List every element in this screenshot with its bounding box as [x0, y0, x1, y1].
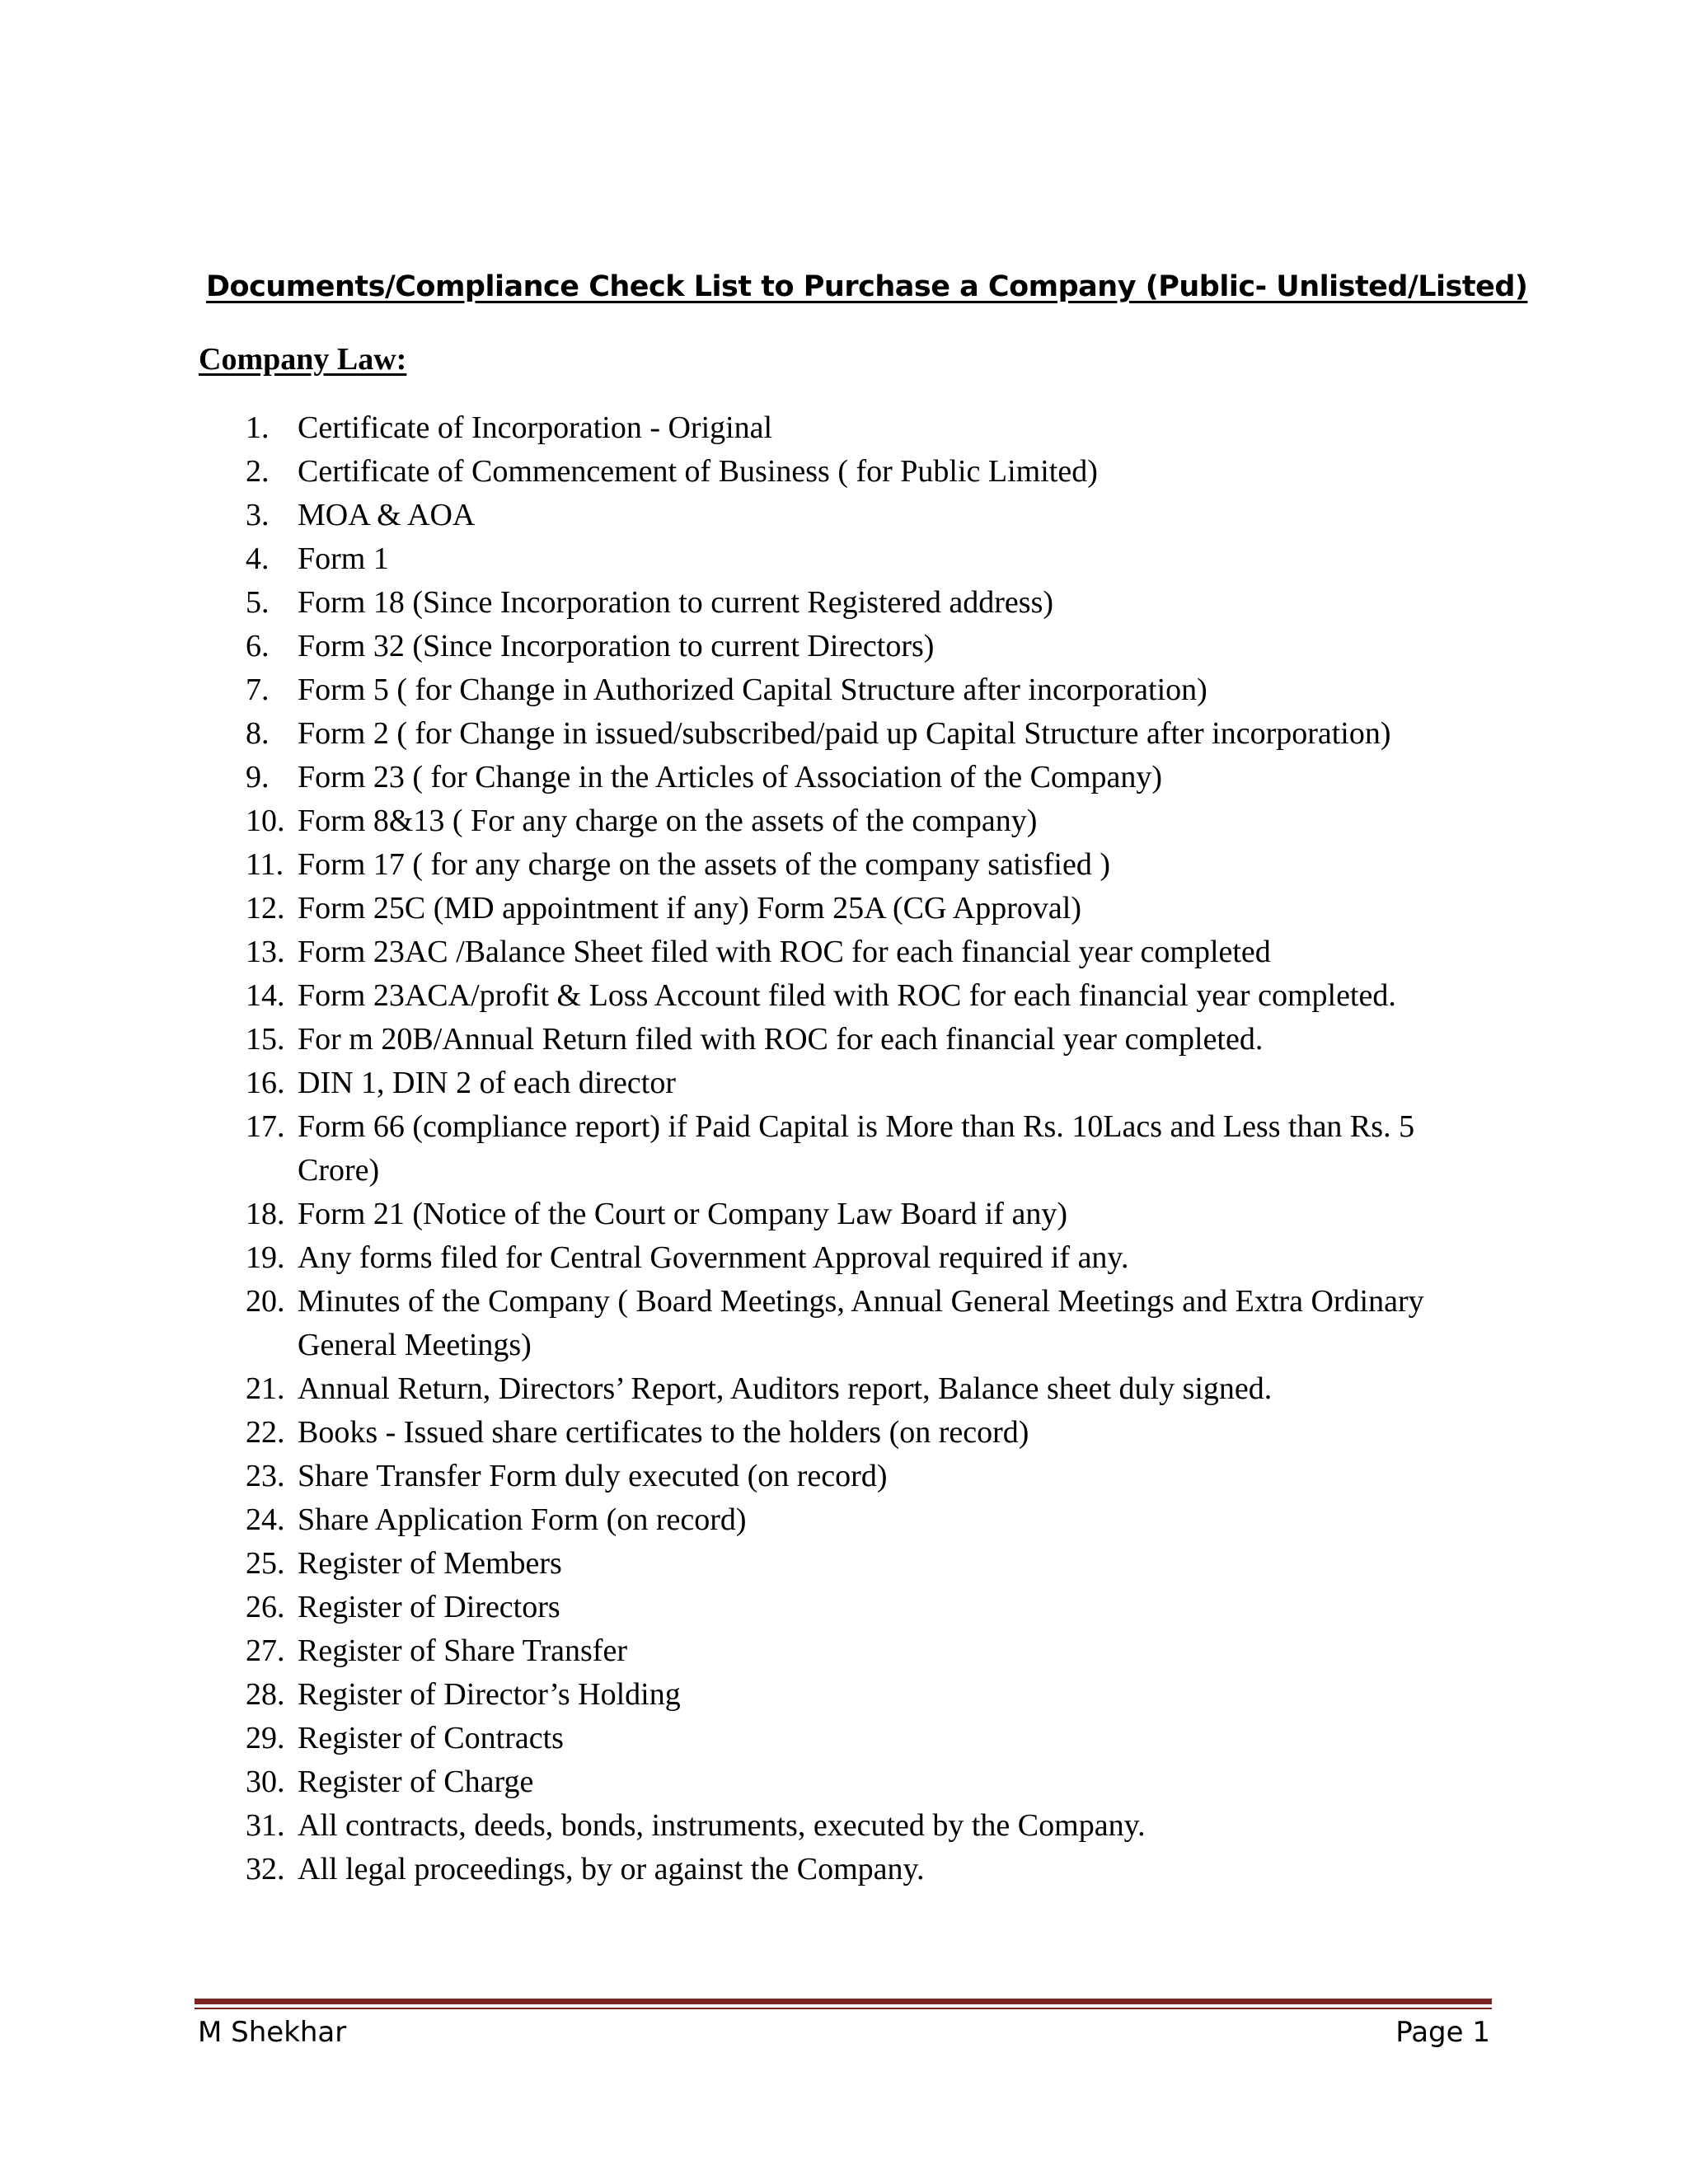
- list-item: [246, 1717, 1498, 1760]
- item-text: Share Transfer Form duly executed (on record): [298, 1459, 888, 1493]
- item-number: 29.: [246, 1721, 285, 1755]
- list-item: [246, 843, 1498, 887]
- item-text: Register of Charge: [298, 1765, 534, 1799]
- list-item: [246, 537, 1498, 581]
- item-text: Minutes of the Company ( Board Meetings, Annual General Meetings and Extra Ordinary General Meetings): [298, 1284, 1424, 1362]
- item-number: 12.: [246, 891, 285, 926]
- item-number: 5.: [246, 585, 270, 620]
- item-text: Form 17 ( for any charge on the assets of the company satisfied ): [298, 847, 1110, 882]
- item-number: 28.: [246, 1677, 285, 1712]
- item-text: Register of Members: [298, 1546, 562, 1581]
- list-item: [246, 450, 1498, 494]
- item-number: 22.: [246, 1415, 285, 1450]
- item-text: Share Application Form (on record): [298, 1502, 747, 1537]
- list-item: [246, 1586, 1498, 1629]
- item-number: 31.: [246, 1808, 285, 1843]
- item-text: DIN 1, DIN 2 of each director: [298, 1066, 676, 1100]
- section-heading-company-law: Company Law:: [199, 342, 407, 377]
- list-item: [246, 1673, 1498, 1717]
- item-text: Any forms filed for Central Government Approval required if any.: [298, 1240, 1129, 1275]
- item-number: 3.: [246, 498, 270, 532]
- list-item: [246, 625, 1498, 668]
- item-text: Form 21 (Notice of the Court or Company Law Board if any): [298, 1197, 1067, 1231]
- list-item: [246, 1455, 1498, 1498]
- list-item: [246, 974, 1498, 1018]
- item-text: Certificate of Commencement of Business ( for Public Limited): [298, 454, 1098, 489]
- item-text: Form 2 ( for Change in issued/subscribed/paid up Capital Structure after incorporation): [298, 716, 1391, 751]
- item-number: 25.: [246, 1546, 285, 1581]
- item-text: Form 23AC /Balance Sheet filed with ROC for each financial year completed: [298, 935, 1271, 969]
- page-title: Documents/Compliance Check List to Purchase a Company (Public- Unlisted/Listed): [206, 270, 1528, 303]
- list-item: [246, 887, 1498, 930]
- item-text: Books - Issued share certificates to the holders (on record): [298, 1415, 1029, 1450]
- list-item: [246, 1280, 1498, 1367]
- item-number: 16.: [246, 1066, 285, 1100]
- item-text: Form 66 (compliance report) if Paid Capital is More than Rs. 10Lacs and Less than Rs. 5 Crore): [298, 1109, 1415, 1188]
- item-number: 21.: [246, 1371, 285, 1406]
- list-item: [246, 581, 1498, 625]
- list-item: [246, 1236, 1498, 1280]
- list-item: [246, 1062, 1498, 1105]
- item-number: 19.: [246, 1240, 285, 1275]
- item-text: Form 23ACA/profit & Loss Account filed with ROC for each financial year completed.: [298, 978, 1396, 1013]
- footer-divider: [195, 1999, 1492, 2004]
- item-number: 10.: [246, 804, 285, 838]
- list-item: [246, 1498, 1498, 1542]
- list-item: [246, 668, 1498, 712]
- item-text: MOA & AOA: [298, 498, 476, 532]
- item-number: 6.: [246, 629, 270, 663]
- list-item: [246, 494, 1498, 537]
- item-text: Form 18 (Since Incorporation to current Registered address): [298, 585, 1054, 620]
- item-number: 30.: [246, 1765, 285, 1799]
- item-number: 17.: [246, 1109, 285, 1144]
- footer-divider-thin: [195, 2008, 1492, 2009]
- item-text: Form 25C (MD appointment if any) Form 25A (CG Approval): [298, 891, 1081, 926]
- item-text: Register of Directors: [298, 1590, 560, 1624]
- item-number: 14.: [246, 978, 285, 1013]
- item-text: Register of Contracts: [298, 1721, 564, 1755]
- item-number: 8.: [246, 716, 270, 751]
- item-text: Form 5 ( for Change in Authorized Capital Structure after incorporation): [298, 673, 1207, 707]
- item-number: 13.: [246, 935, 285, 969]
- item-number: 23.: [246, 1459, 285, 1493]
- list-item: [246, 1542, 1498, 1586]
- item-number: 20.: [246, 1284, 285, 1319]
- list-item: [246, 799, 1498, 843]
- list-item: [246, 1804, 1498, 1848]
- item-number: 32.: [246, 1852, 285, 1886]
- item-text: All legal proceedings, by or against the Company.: [298, 1852, 925, 1886]
- item-number: 15.: [246, 1022, 285, 1057]
- item-text: Certificate of Incorporation - Original: [298, 410, 773, 445]
- list-item: [246, 1018, 1498, 1062]
- item-text: Form 8&13 ( For any charge on the assets of the company): [298, 804, 1038, 838]
- item-number: 11.: [246, 847, 284, 882]
- list-item: [246, 712, 1498, 756]
- page-number: Page 1: [1395, 2016, 1490, 2049]
- list-item: [246, 1411, 1498, 1455]
- item-text: Form 23 ( for Change in the Articles of Association of the Company): [298, 760, 1163, 794]
- item-text: For m 20B/Annual Return filed with ROC for each financial year completed.: [298, 1022, 1264, 1057]
- list-item: [246, 1760, 1498, 1804]
- item-number: 4.: [246, 541, 270, 576]
- list-item: [246, 1105, 1498, 1193]
- item-text: Annual Return, Directors’ Report, Auditors report, Balance sheet duly signed.: [298, 1371, 1273, 1406]
- item-number: 7.: [246, 673, 270, 707]
- list-item: [246, 1848, 1498, 1891]
- item-text: Form 32 (Since Incorporation to current Directors): [298, 629, 935, 663]
- list-item: [246, 406, 1498, 450]
- item-number: 1.: [246, 410, 270, 445]
- item-number: 27.: [246, 1633, 285, 1668]
- item-number: 26.: [246, 1590, 285, 1624]
- list-item: [246, 930, 1498, 974]
- checklist: [246, 406, 1498, 1891]
- item-text: Register of Share Transfer: [298, 1633, 627, 1668]
- item-text: All contracts, deeds, bonds, instruments, executed by the Company.: [298, 1808, 1146, 1843]
- item-number: 9.: [246, 760, 270, 794]
- list-item: [246, 1629, 1498, 1673]
- item-text: Register of Director’s Holding: [298, 1677, 681, 1712]
- footer-author: M Shekhar: [198, 2016, 347, 2049]
- list-item: [246, 1193, 1498, 1236]
- item-number: 24.: [246, 1502, 285, 1537]
- item-number: 18.: [246, 1197, 285, 1231]
- list-item: [246, 1367, 1498, 1411]
- item-text: Form 1: [298, 541, 389, 576]
- item-number: 2.: [246, 454, 270, 489]
- list-item: [246, 756, 1498, 799]
